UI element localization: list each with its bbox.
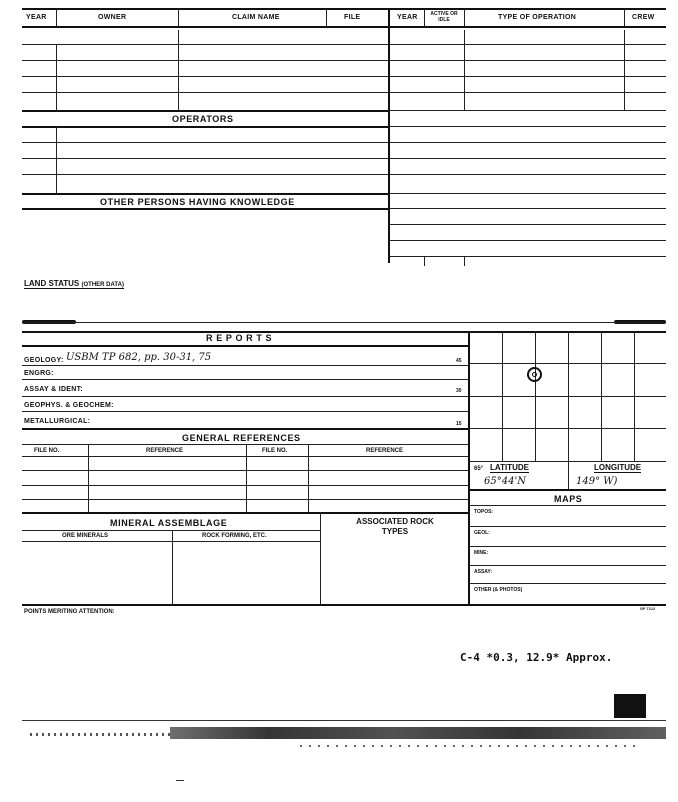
divider [88, 444, 89, 512]
row-line [22, 126, 388, 128]
grid-line [470, 396, 666, 397]
right-panel-divider [468, 331, 470, 604]
divider [308, 444, 309, 512]
maps-header: MAPS [554, 494, 583, 504]
assay-num: 30 [456, 388, 462, 394]
row-line [22, 44, 388, 45]
divider [246, 444, 247, 512]
col-header-file: FILE [344, 14, 361, 21]
ore-minerals-label: ORE MINERALS [62, 533, 109, 539]
associated-rock-types-label: ASSOCIATED ROCK TYPES [356, 517, 434, 536]
col-header-type-of-operation: TYPE OF OPERATION [498, 14, 577, 21]
row-line [22, 379, 468, 380]
row-line [22, 76, 388, 77]
row-line [470, 526, 666, 527]
divider [424, 256, 425, 266]
row-line [22, 92, 388, 93]
typed-note: C-4 *0.3, 12.9* Approx. [460, 651, 613, 664]
row-line [390, 142, 666, 143]
row-line [22, 512, 468, 514]
row-line [22, 174, 388, 175]
divider [568, 461, 569, 489]
row-line [22, 110, 388, 112]
assay-ident-label: ASSAY & IDENT: [24, 386, 84, 393]
lat-prefix: 65° [474, 466, 484, 472]
divider [56, 9, 57, 26]
mineral-assemblage-header: MINERAL ASSEMBLAGE [110, 518, 228, 528]
header-bottom-border [22, 26, 666, 28]
row-line [22, 142, 388, 143]
scan-noise-dots [300, 745, 640, 747]
row-line [22, 193, 388, 195]
row-line [22, 158, 388, 159]
col-header-owner: OWNER [98, 14, 127, 21]
ref-col-file-no-1: FILE NO. [34, 448, 60, 454]
section-top-line [22, 322, 666, 323]
longitude-label: LONGITUDE [594, 463, 642, 472]
metallurgical-num: 15 [456, 421, 462, 427]
lower-border [22, 604, 666, 606]
row-line [390, 240, 666, 241]
row-line [390, 224, 666, 225]
divider [56, 126, 57, 193]
row-line [22, 208, 388, 210]
divider [424, 9, 425, 26]
maps-mine-label: MINE: [474, 550, 489, 556]
maps-assay-label: ASSAY: [474, 569, 493, 575]
grid-line [470, 363, 666, 364]
row-line [470, 546, 666, 547]
col-header-active-or-idle: ACTIVE OR IDLE [430, 11, 458, 23]
divider [320, 512, 321, 604]
divider [464, 256, 465, 266]
geology-num: 45 [456, 358, 462, 364]
land-status-title: LAND STATUS [24, 279, 80, 288]
location-marker-icon [527, 367, 542, 382]
divider [464, 30, 465, 110]
reports-header: R E P O R T S [206, 333, 273, 343]
row-line [22, 411, 468, 412]
scan-noise-dots [30, 733, 170, 736]
col-header-year: YEAR [26, 14, 47, 21]
row-line [470, 583, 666, 584]
row-line [470, 489, 666, 491]
row-line [22, 530, 320, 531]
row-line [390, 256, 666, 257]
geology-label: GEOLOGY: [24, 357, 64, 364]
row-line [390, 110, 666, 111]
row-line [22, 60, 388, 61]
ref-col-file-no-2: FILE NO. [262, 448, 288, 454]
divider [56, 44, 57, 110]
row-line [22, 428, 468, 430]
latitude-value: 65°44'N [484, 476, 526, 487]
reports-top-border [22, 331, 666, 333]
ref-col-reference-1: REFERENCE [146, 448, 184, 454]
row-line [22, 365, 468, 366]
divider [624, 30, 625, 110]
form-code: SP 7212 [640, 606, 656, 611]
scan-edge-line [22, 720, 666, 721]
divider [624, 9, 625, 26]
points-meriting-attention-label: POINTS MERITING ATTENTION: [24, 609, 115, 615]
maps-other-label: OTHER (& PHOTOS) [474, 587, 523, 593]
operators-header: OPERATORS [172, 114, 234, 124]
row-line [390, 193, 666, 194]
land-status-sublabel: (OTHER DATA) [81, 282, 124, 288]
general-references-header: GENERAL REFERENCES [182, 433, 301, 443]
col-header-year-2: YEAR [397, 14, 418, 21]
geophys-label: GEOPHYS. & GEOCHEM: [24, 402, 114, 409]
col-header-crew: CREW [632, 14, 655, 21]
ref-col-reference-2: REFERENCE [366, 448, 404, 454]
row-line [390, 208, 666, 209]
black-block-artifact [614, 694, 646, 718]
scan-noise-band [170, 727, 666, 739]
divider [178, 30, 179, 110]
engrg-label: ENGRG: [24, 370, 54, 377]
divider [464, 9, 465, 26]
other-persons-header: OTHER PERSONS HAVING KNOWLEDGE [100, 197, 295, 207]
divider [178, 9, 179, 26]
row-line [470, 565, 666, 566]
latitude-label: LATITUDE [490, 463, 529, 472]
row-line [470, 505, 666, 506]
maps-geol-label: GEOL: [474, 530, 490, 536]
grid-line [470, 428, 666, 429]
col-header-claim-name: CLAIM NAME [232, 14, 280, 21]
divider [326, 9, 327, 26]
row-line [390, 126, 666, 127]
row-line [390, 158, 666, 159]
maps-topos-label: TOPOS: [474, 509, 494, 515]
row-line [22, 396, 468, 397]
land-status-label [24, 279, 124, 289]
geology-value: USBM TP 682, pp. 30-31, 75 [66, 352, 212, 363]
metallurgical-label: METALLURGICAL: [24, 418, 91, 425]
row-line [22, 541, 320, 542]
top-border [22, 8, 666, 10]
rock-forming-label: ROCK FORMING, ETC. [202, 533, 267, 539]
row-line [390, 174, 666, 175]
reports-header-line [22, 345, 468, 347]
divider [172, 530, 173, 604]
scan-speck [176, 780, 184, 781]
longitude-value: 149° W) [576, 476, 618, 487]
